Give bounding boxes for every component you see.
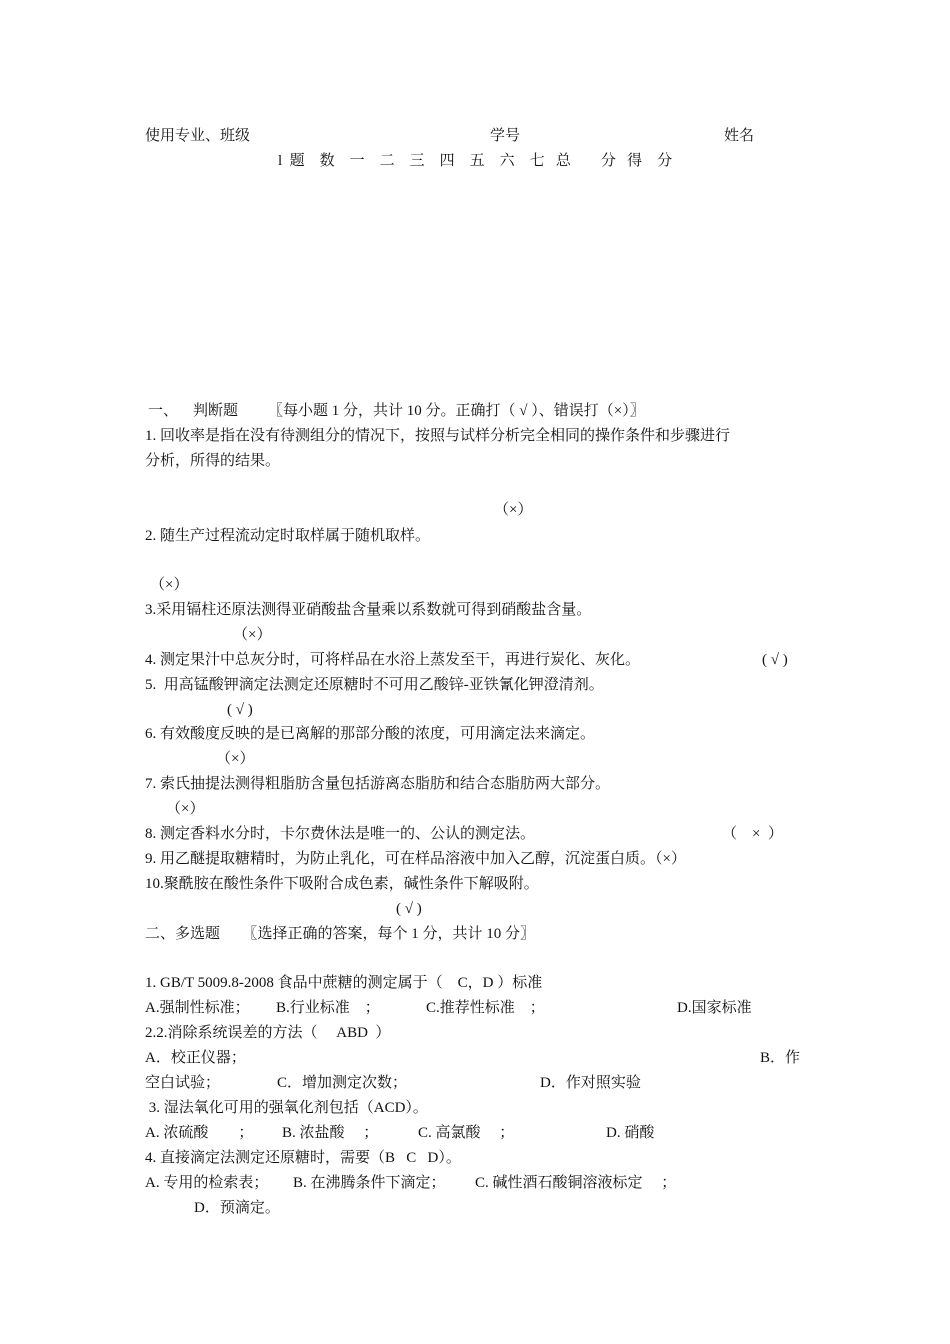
option-text: B．作 [760,1050,801,1066]
answer-mark: ( √ ) [227,702,253,718]
question-text: 3.采用镉柱还原法测得亚硝酸盐含量乘以系数就可得到硝酸盐含量。 [145,602,592,618]
major-class-label: 使用专业、班级 [145,128,251,144]
question-text: 7. 索氏抽提法测得粗脂肪含量包括游离态脂肪和结合态脂肪两大部分。 [145,776,611,792]
question-text: 6. 有效酸度反映的是已离解的那部分酸的浓度，可用滴定法来滴定。 [145,726,596,742]
answer-mark: ( √ ) [762,652,788,668]
question-text: 2. 随生产过程流动定时取样属于随机取样。 [145,528,431,544]
answer-mark: （×） [166,801,205,817]
question-text: 4. 直接滴定法测定还原糖时，需要（B C D）。 [145,1150,461,1166]
option-text: C.推荐性标准 ； [426,1000,545,1016]
question-text: 1. 回收率是指在没有待测组分的情况下，按照与试样分析完全相同的操作条件和步骤进行 [145,428,731,444]
option-text: B. 在沸腾条件下滴定； [293,1175,446,1191]
name-label: 姓名 [724,128,755,144]
answer-mark: （×） [233,627,272,643]
option-text: B.行业标准 ； [276,1000,380,1016]
option-text: D．作对照实验 [540,1075,641,1091]
question-text: 1. GB/T 5009.8-2008 食品中蔗糖的测定属于（ C，D ）标准 [145,975,543,991]
question-text: 3. 湿法氧化可用的强氧化剂包括（ACD）。 [145,1100,428,1116]
question-text: 分析，所得的结果。 [145,453,281,469]
option-text: D.国家标准 [677,1000,752,1016]
question-text: 5. 用高锰酸钾滴定法测定还原糖时不可用乙酸锌-亚铁氰化钾澄清剂。 [145,677,604,693]
answer-mark: （×） [216,751,255,767]
question-text: 10.聚酰胺在酸性条件下吸附合成色素，碱性条件下解吸附。 [145,876,539,892]
question-text: 9. 用乙醚提取糖精时，为防止乳化，可在样品溶液中加入乙醇，沉淀蛋白质。（×） [145,851,686,867]
option-text: 空白试验； [145,1075,221,1091]
option-text: A.强制性标准； [145,1000,250,1016]
answer-mark: （×） [494,502,533,518]
option-text: D．预滴定。 [194,1200,280,1216]
option-text: C. 碱性酒石酸铜溶液标定 ； [475,1175,677,1191]
option-text: C. 高氯酸 ； [418,1125,515,1141]
option-text: B. 浓盐酸 ； [282,1125,379,1141]
option-text: A. 专用的检索表； [145,1175,269,1191]
answer-mark: ( √ ) [396,901,422,917]
question-text: 8. 测定香料水分时，卡尔费休法是唯一的、公认的测定法。 [145,826,536,842]
section-title: 一、 判断题 〖每小题 1 分，共计 10 分。正确打（ √ ）、错误打（×）〗 [148,403,645,419]
option-text: A．校正仪器； [145,1050,246,1066]
section-title: 二、多选题 〖选择正确的答案，每个 1 分，共计 10 分〗 [145,926,536,942]
option-text: A. 浓硫酸 ； [145,1125,254,1141]
option-text: D. 硝酸 [606,1125,655,1141]
score-table-header: l 题 数 一 二 三 四 五 六 七 总 分 得 分 [278,153,673,169]
question-text: 2.2.消除系统误差的方法（ ABD ） [145,1025,391,1041]
answer-mark: （×） [150,577,189,593]
question-text: 4. 测定果汁中总灰分时，可将样品在水浴上蒸发至干，再进行炭化、灰化。 [145,652,641,668]
answer-mark: （ × ） [722,826,783,842]
student-id-label: 学号 [490,128,521,144]
option-text: C．增加测定次数； [277,1075,408,1091]
